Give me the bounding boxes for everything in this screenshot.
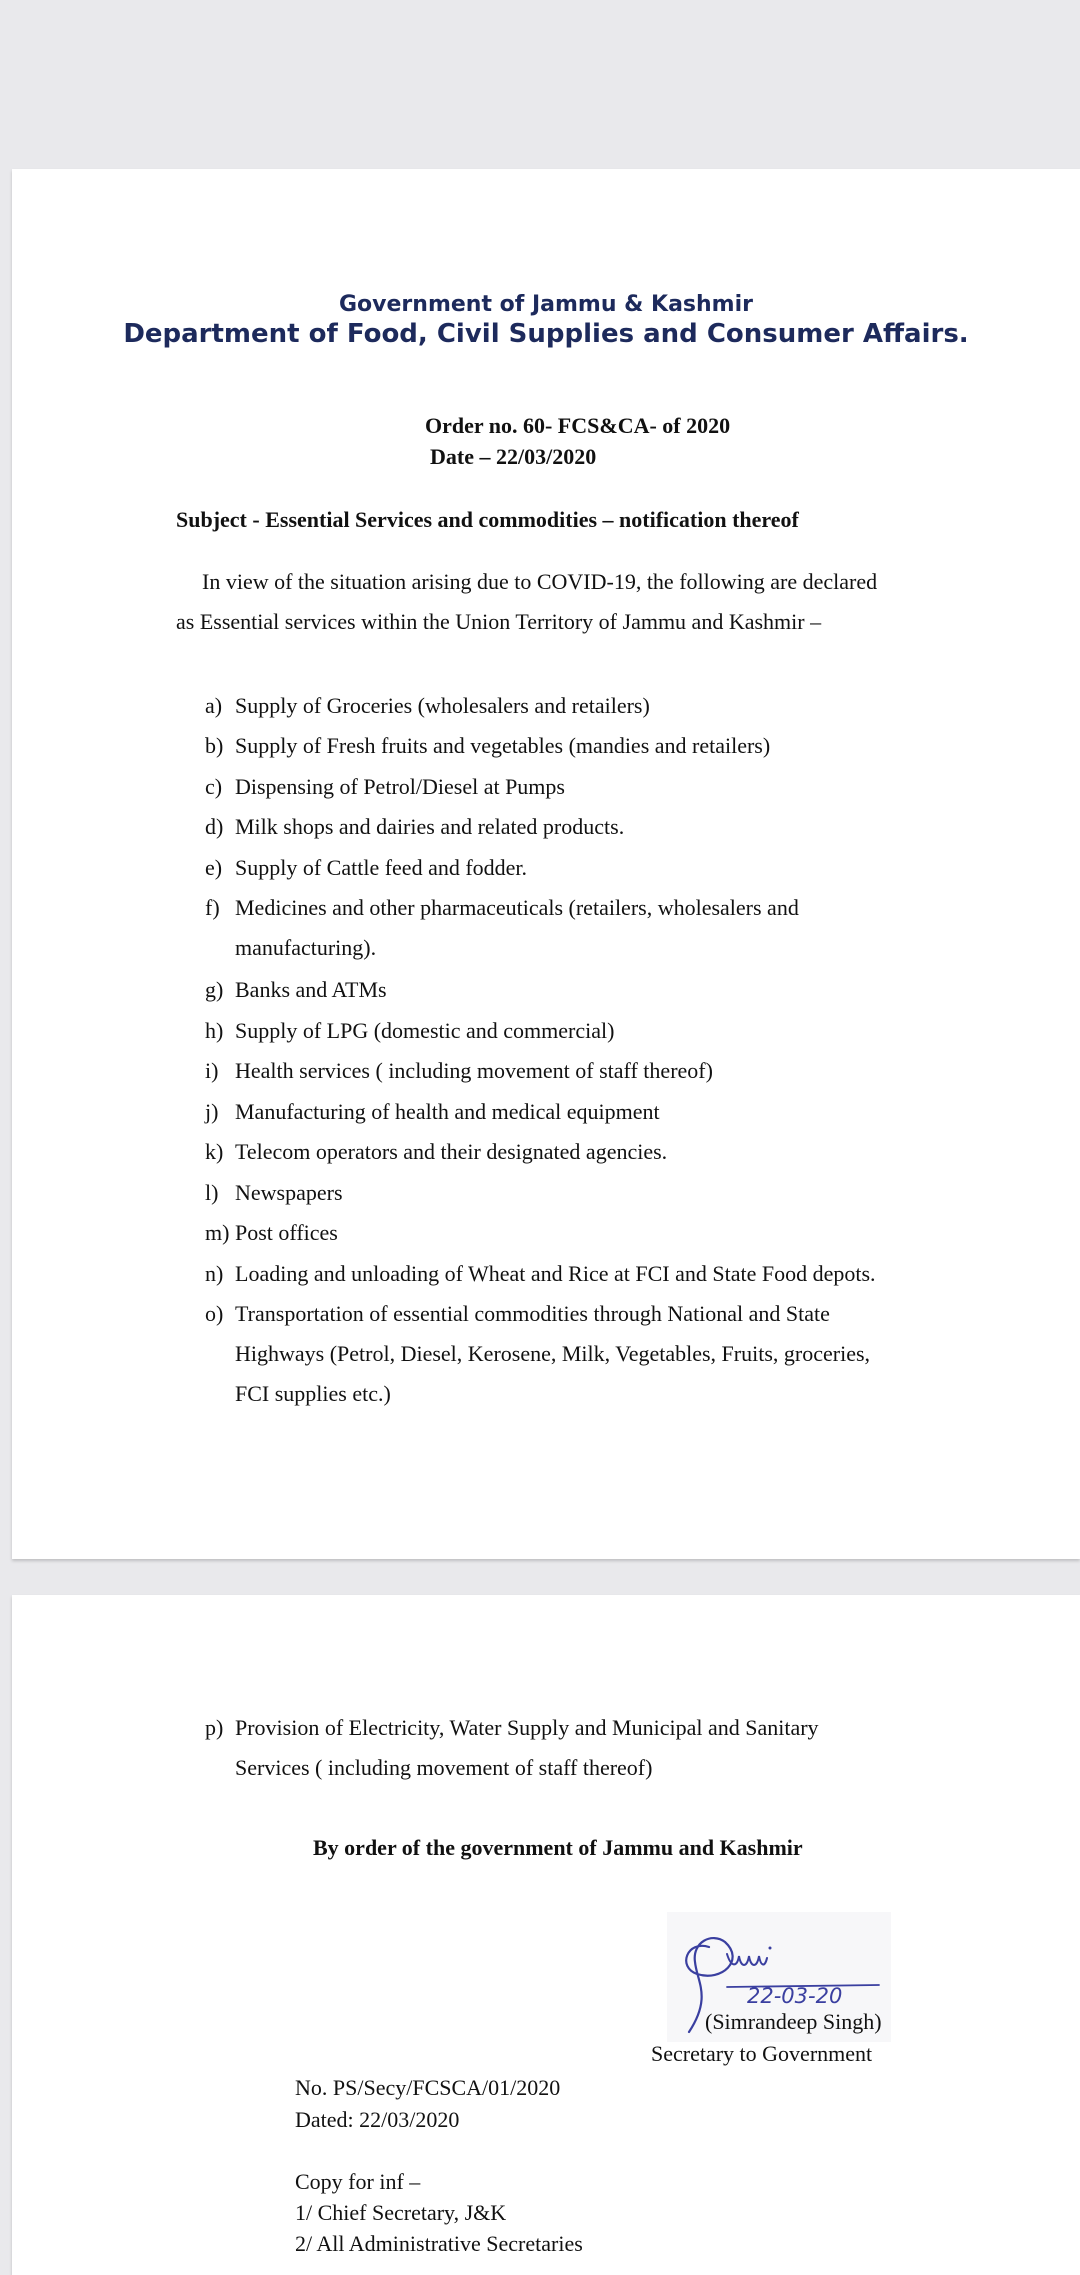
- list-letter: o): [205, 1301, 224, 1326]
- list-letter: m): [205, 1220, 230, 1245]
- list-letter: i): [205, 1058, 219, 1083]
- reference-number: No. PS/Secy/FCSCA/01/2020: [295, 2075, 561, 2100]
- signatory-name: (Simrandeep Singh): [705, 2009, 882, 2034]
- list-letter: c): [205, 774, 223, 799]
- government-name: Government of Jammu & Kashmir: [339, 292, 753, 317]
- list-text: Health services ( including movement of staff thereof): [235, 1058, 713, 1083]
- list-letter: b): [205, 733, 224, 758]
- list-letter: n): [205, 1261, 224, 1286]
- order-number: Order no. 60- FCS&CA- of 2020: [425, 413, 731, 438]
- department-name: Department of Food, Civil Supplies and Consumer Affairs.: [123, 319, 969, 349]
- intro-line-2: as Essential services within the Union Territory of Jammu and Kashmir –: [176, 609, 822, 634]
- list-letter: h): [205, 1018, 224, 1043]
- signatory-title: Secretary to Government: [651, 2041, 873, 2066]
- list-letter: a): [205, 693, 223, 718]
- list-letter: f): [205, 895, 220, 920]
- list-text: Newspapers: [235, 1180, 343, 1205]
- list-letter: d): [205, 814, 224, 839]
- list-text: Supply of Groceries (wholesalers and retailers): [235, 693, 650, 718]
- list-text: Transportation of essential commodities through National and State Highways (Petrol, Diesel, Kerosene, Milk, Vegetables, Fruits, groceries, FCI supplies etc.): [235, 1301, 871, 1406]
- closing-statement: By order of the government of Jammu and Kashmir: [313, 1835, 803, 1860]
- document-page-1: [12, 169, 1080, 1559]
- list-text: Provision of Electricity, Water Supply and Municipal and Sanitary Services ( including movement of staff thereof): [235, 1715, 819, 1780]
- list-text: Loading and unloading of Wheat and Rice at FCI and State Food depots.: [235, 1261, 876, 1286]
- copy-recipient-2: 2/ All Administrative Secretaries: [295, 2231, 583, 2256]
- handwritten-date: 22-03-20: [747, 1984, 843, 2008]
- list-text: Telecom operators and their designated agencies.: [235, 1139, 668, 1164]
- subject-line: Subject - Essential Services and commodities – notification thereof: [176, 507, 799, 532]
- list-letter: p): [205, 1715, 224, 1740]
- list-letter: j): [205, 1099, 219, 1124]
- list-text: Manufacturing of health and medical equipment: [235, 1099, 660, 1124]
- list-text: Banks and ATMs: [235, 977, 387, 1002]
- list-letter: e): [205, 855, 223, 880]
- list-text: Supply of LPG (domestic and commercial): [235, 1018, 615, 1043]
- order-date: Date – 22/03/2020: [430, 444, 597, 469]
- list-letter: l): [205, 1180, 219, 1205]
- list-letter: k): [205, 1139, 224, 1164]
- list-text: Milk shops and dairies and related products.: [235, 814, 625, 839]
- reference-date: Dated: 22/03/2020: [295, 2107, 460, 2132]
- list-text: Supply of Fresh fruits and vegetables (mandies and retailers): [235, 733, 771, 758]
- list-text: Dispensing of Petrol/Diesel at Pumps: [235, 774, 565, 799]
- list-text: Post offices: [235, 1220, 338, 1245]
- list-text: Medicines and other pharmaceuticals (retailers, wholesalers and manufacturing).: [235, 895, 799, 960]
- copy-heading: Copy for inf –: [295, 2169, 421, 2194]
- list-letter: g): [205, 977, 224, 1002]
- intro-line-1: In view of the situation arising due to COVID-19, the following are declared: [202, 569, 878, 594]
- document-page-2: [12, 1595, 1080, 2275]
- copy-recipient-1: 1/ Chief Secretary, J&K: [295, 2200, 507, 2225]
- list-text: Supply of Cattle feed and fodder.: [235, 855, 528, 880]
